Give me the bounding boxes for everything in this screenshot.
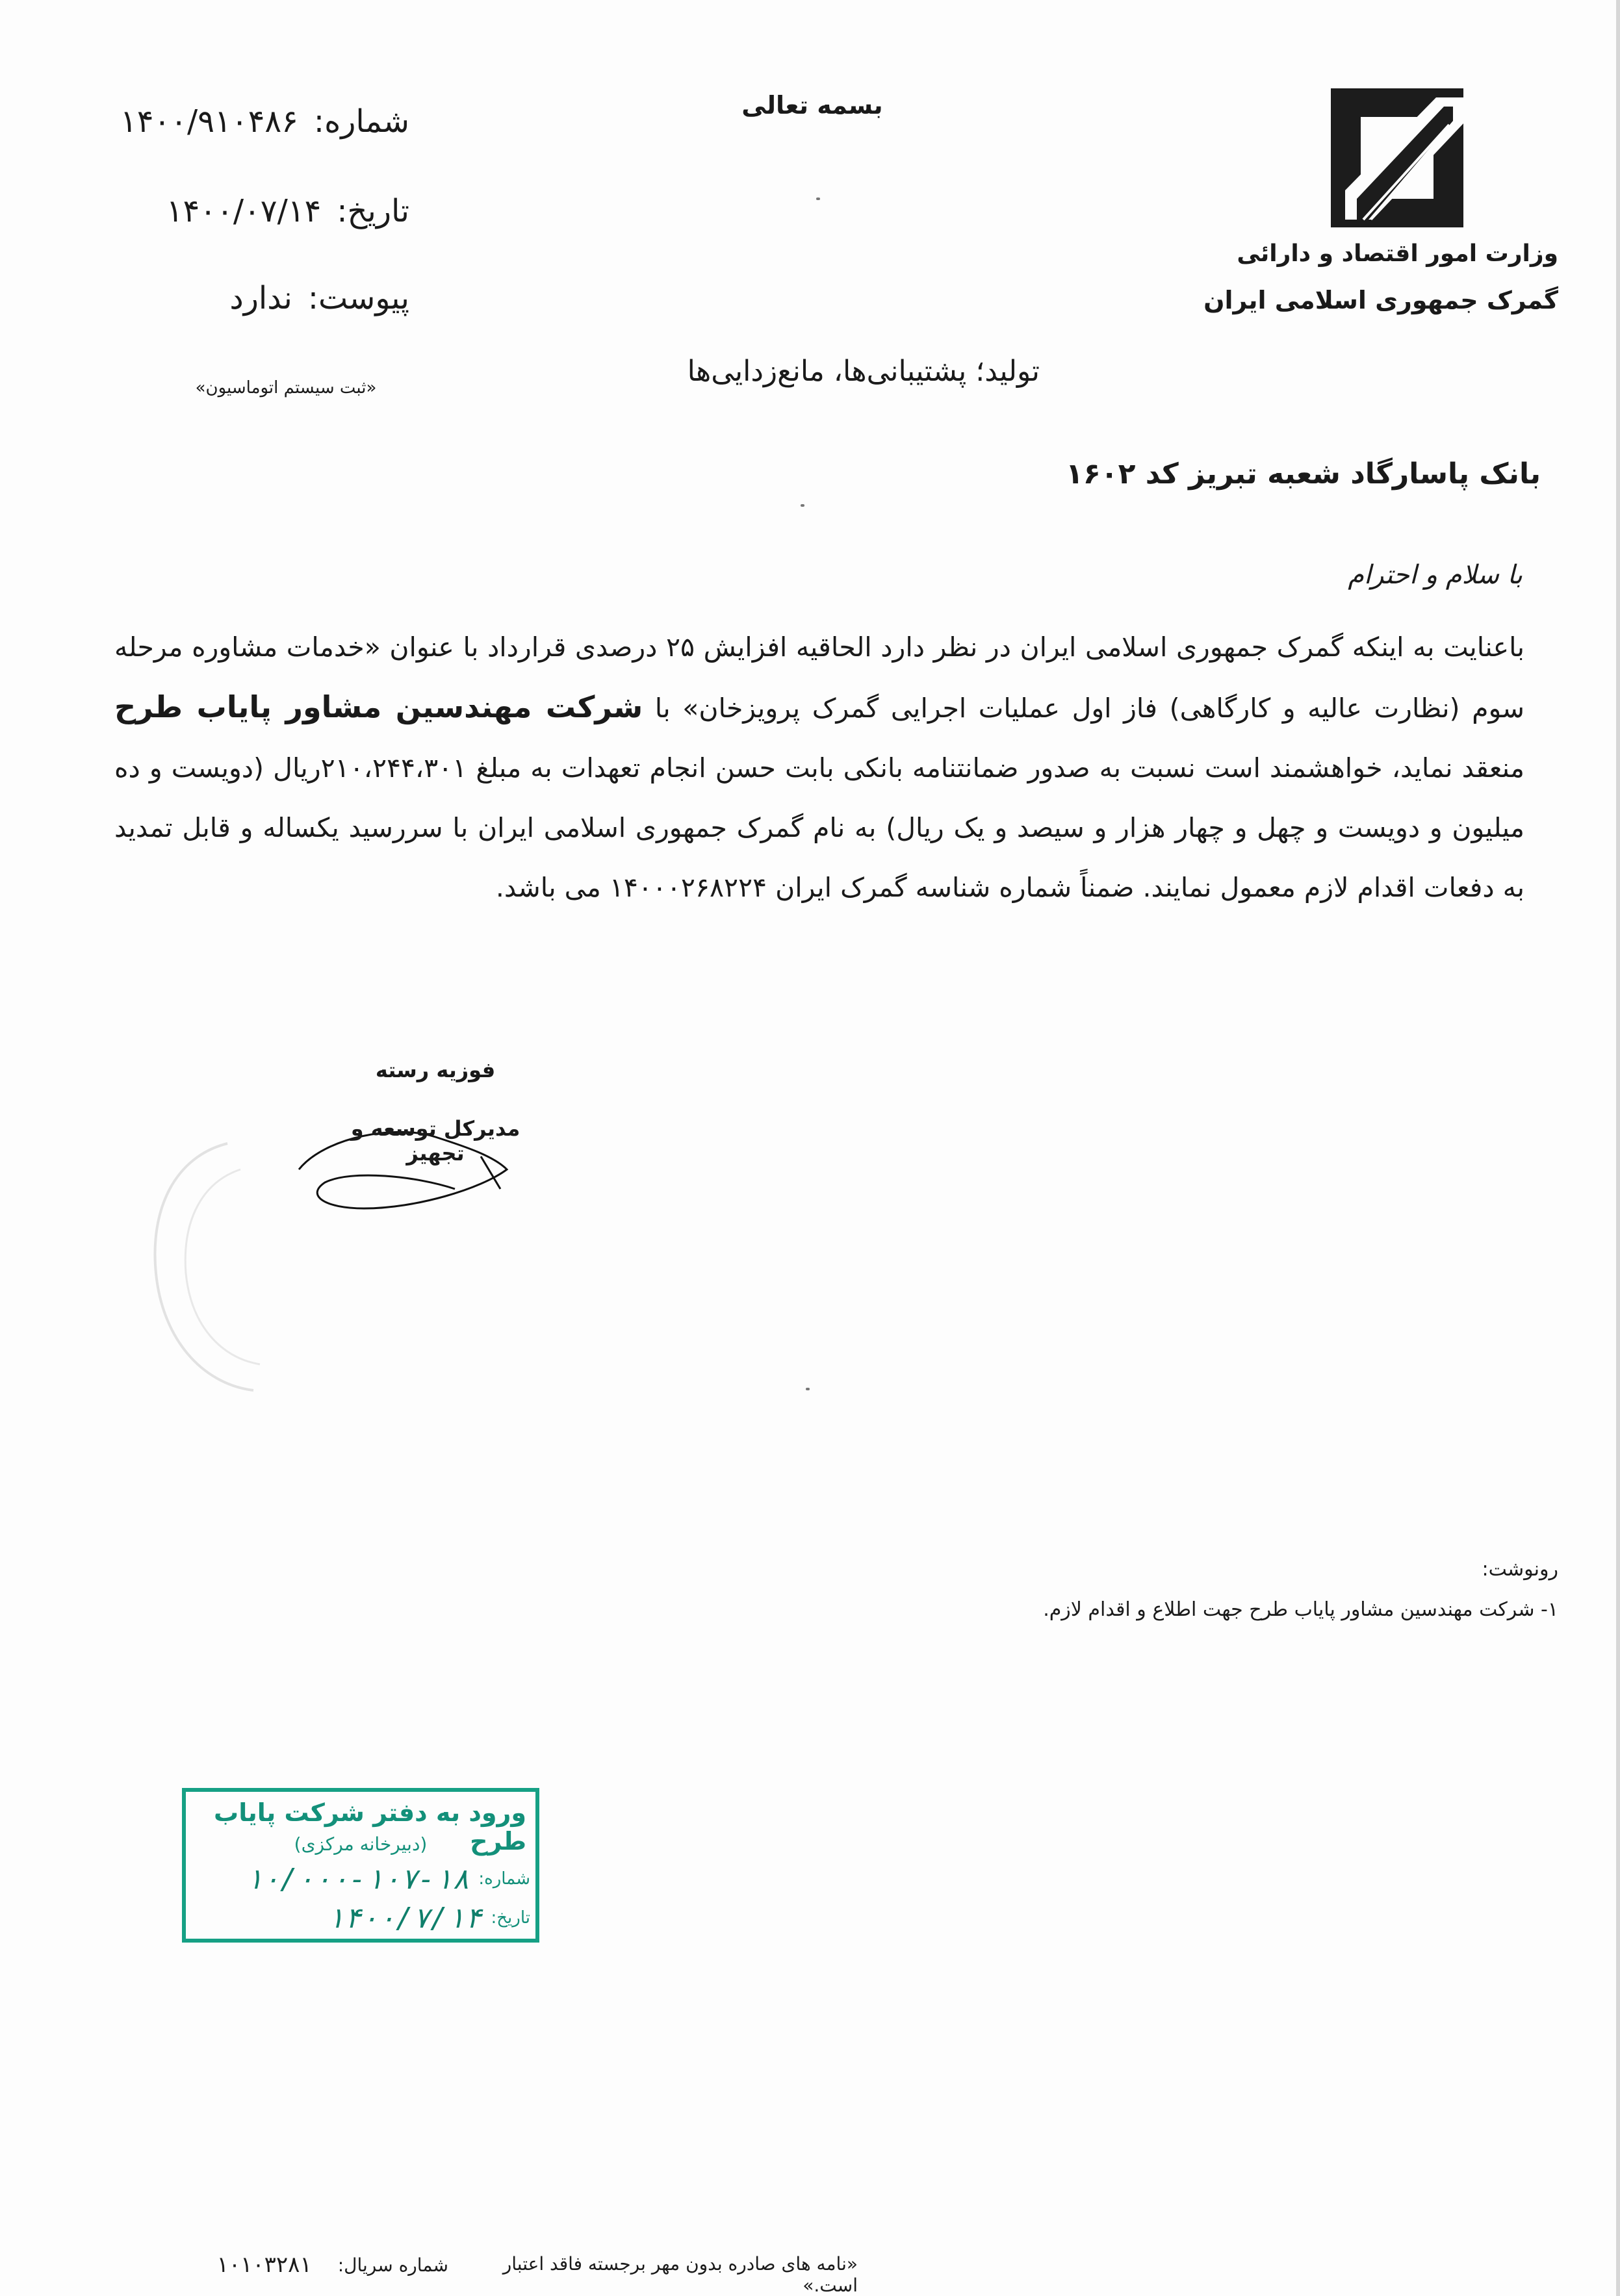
footer-serial [175,2252,448,2278]
letter-number-label: شماره: [313,103,409,140]
basmala-heading: بسمه تعالی [741,91,883,120]
letter-recipient: بانک پاسارگاد شعبه تبریز کد ۱۶۰۲ [1066,457,1541,491]
scan-edge [1616,0,1620,2296]
letter-body-part2: منعقد نماید، خواهشمند است نسبت به صدور ضمانتنامه بانکی بابت حسن انجام تعهدات به مبلغ ۲۱۰،۲۴۴،۳۰۱ریال (دویست و ده میلیون و دویست و چهل و چهار هزار و سیصد و یک ریال) به نام گمرک جمهوری اسلامی ایران با سررسید یکساله و قابل تمدید به دفعات اقدام لازم معمول نمایند. ضمناً شماره شناسه گمرک ایران ۱۴۰۰۰۲۶۸۲۲۴ می باشد. [114,752,1525,903]
serial-label: شماره سریال: [337,2254,448,2276]
scan-speck [816,198,820,200]
cc-label: رونوشت: [1482,1558,1558,1581]
stamp-date [196,1900,530,1936]
letter-number-value: ۱۴۰۰/۹۱۰۴۸۶ [120,103,298,140]
letter-attachment-value: ندارد [229,280,292,316]
letter-subject: تولید؛ پشتیبانی‌ها، مانع‌زدایی‌ها [687,355,1040,388]
embossed-seal-icon [136,1130,305,1403]
scan-speck [806,1388,810,1390]
stamp-date-label: تاریخ: [491,1908,530,1928]
stamp-number-label: شماره: [478,1869,530,1889]
letter-greeting: با سلام و احترام [1348,560,1523,590]
letter-attachment [149,275,409,321]
letter-date [84,188,409,234]
stamp-number [196,1861,530,1897]
serial-value: ۱۰۱۰۳۲۸۱ [216,2252,312,2278]
received-stamp [182,1788,539,1943]
signer-title: مدیرکل توسعه و تجهیز [350,1116,521,1166]
stamp-date-value: ۱۴۰۰/۷/۱۴ [327,1901,482,1935]
stamp-subtitle: (دبیرخانه مرکزی) [294,1833,428,1855]
letter-body-company: شرکت مهندسین مشاور پایاب طرح [114,689,643,724]
letter-body [114,617,1524,917]
scan-speck [801,504,804,507]
org-customs-name: گمرک جمهوری اسلامی ایران [1203,286,1558,314]
stamp-title: ورود به دفتر شرکت پایاب طرح [214,1798,526,1856]
registration-note: «ثبت سیستم اتوماسیون» [195,378,377,398]
footer-validity-note: «نامه های صادره بدون مهر برجسته فاقد اعتبار است.» [502,2253,858,2296]
signer-name: فوزیه رسته [375,1058,496,1082]
stamp-number-value: ۱۰/۰۰۰-۱۰۷-۱۸ [245,1862,470,1896]
letter-body-part1: باعنایت به اینکه گمرک جمهوری اسلامی ایران در نظر دارد الحاقیه افزایش ۲۵ درصدی قرارداد با عنوان «خدمات مشاوره مرحله سوم (نظارت عالیه و کارگاهی) فاز اول عملیات اجرایی گمرک پرویزخان» با [114,631,1524,724]
org-ministry-name: وزارت امور اقتصاد و دارائی [1237,240,1558,267]
customs-logo-icon [1326,83,1469,233]
cc-item: ۱- شرکت مهندسین مشاور پایاب طرح جهت اطلاع و اقدام لازم. [1043,1598,1558,1621]
letter-number [84,99,409,144]
letter-date-label: تاریخ: [337,193,409,229]
letter-date-value: ۱۴۰۰/۰۷/۱۴ [166,193,322,229]
letter-attachment-label: پیوست: [307,280,409,316]
